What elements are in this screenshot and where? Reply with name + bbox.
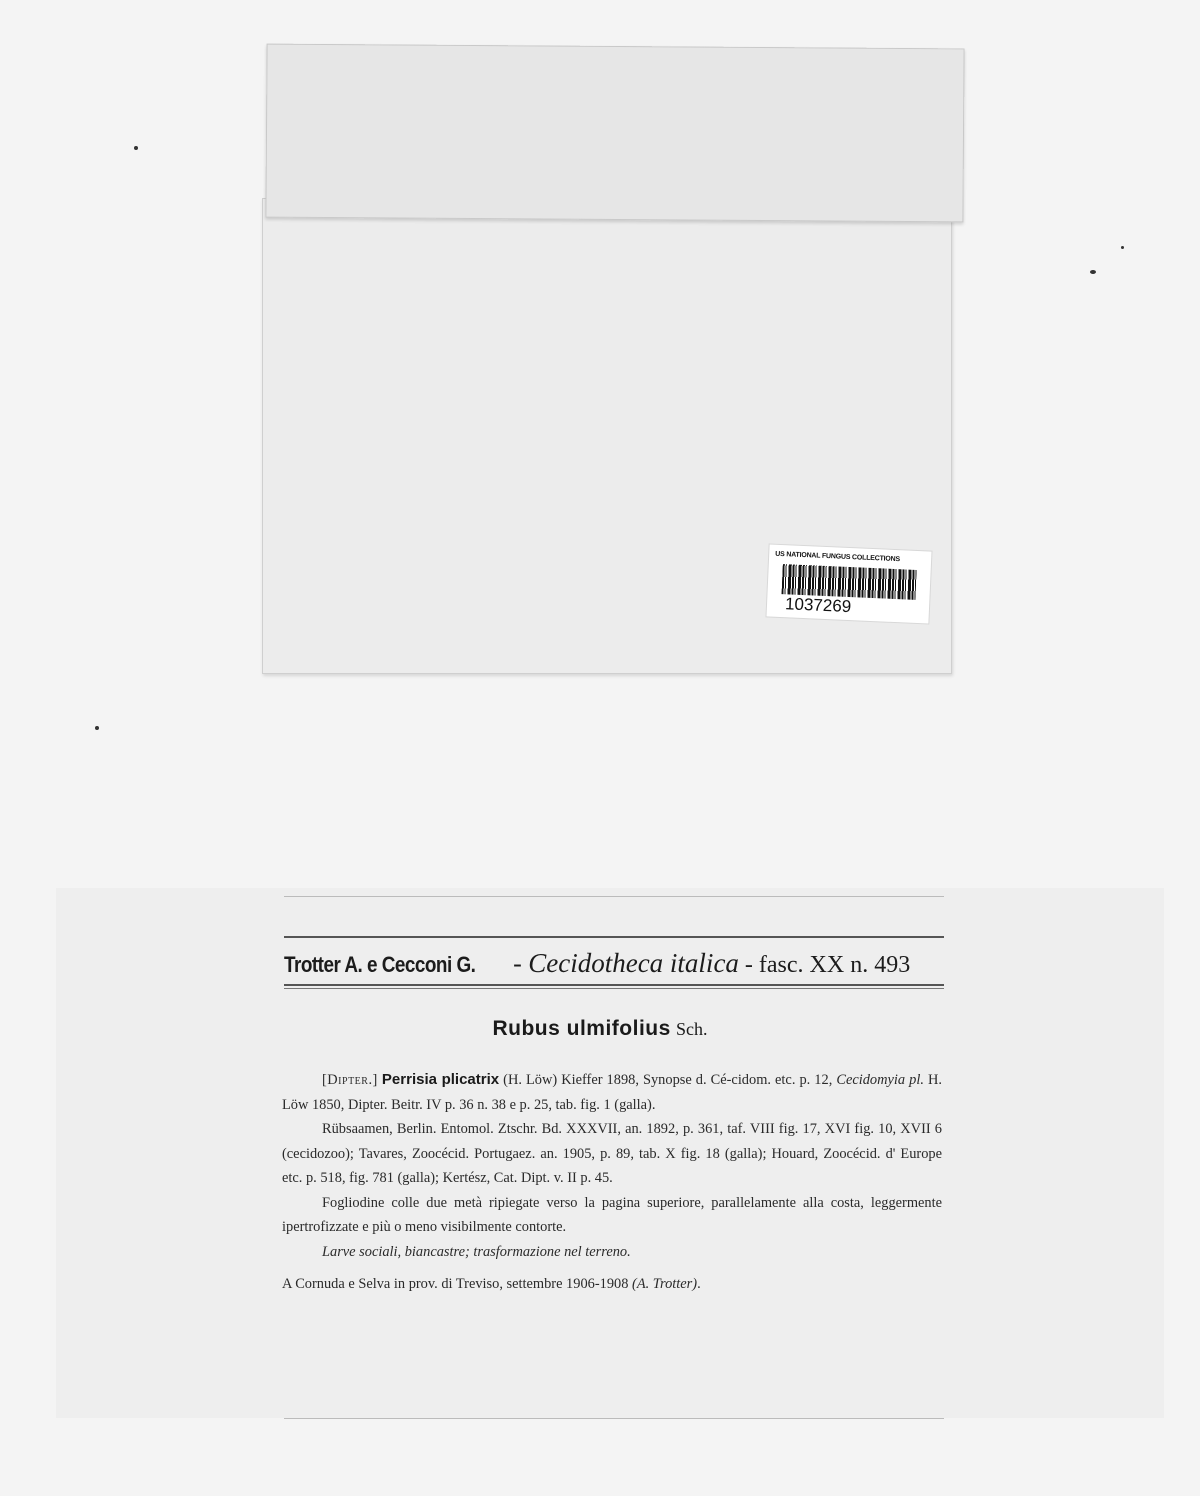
speck [95, 726, 99, 730]
label-header [284, 946, 948, 980]
label-locality [282, 1272, 942, 1297]
label-dash: - [506, 949, 529, 978]
insect-reference-2: H. Löw 1850, Dipter. Beitr. IV p. 36 n. 38 e p. 25, tab. fig. 1 (galla). [282, 1072, 942, 1113]
barcode-org: US NATIONAL FUNGUS COLLECTIONS [775, 550, 901, 564]
insect-group: [Dipter.] [322, 1072, 378, 1088]
label-paragraph-2: Rübsaamen, Berlin. Entomol. Ztschr. Bd. XXXVII, an. 1892, p. 361, taf. VIII fig. 17, XVI fig. 10, XVII 6 (cecidozoo); Tavares, Zoocécid. Portugaez. an. 1905, p. 89, tab. X fig. 18 (galla); Houard, Zoocécid. d' Europe etc. p. 518, fig. 781 (galla); Kertész, Cat. Dipt. v. II p. 45. [282, 1121, 942, 1186]
label-rule-top [284, 896, 944, 897]
insect-reference: (H. Löw) Kieffer 1898, Synopse d. Cé-cidom. etc. p. 12, [503, 1072, 833, 1088]
label-body [282, 1068, 942, 1297]
label-rule-header-bottom-2 [284, 988, 944, 989]
label-rule-header-top [284, 936, 944, 938]
locality-collector: (A. Trotter) [632, 1276, 698, 1292]
speck [1090, 270, 1096, 274]
species-name: Rubus ulmifolius [492, 1017, 671, 1040]
locality-end: . [697, 1276, 701, 1292]
label-paragraph-3: Fogliodine colle due metà ripiegate verso la pagina superiore, parallelamente alla costa, leggermente ipertrofizzate e più o meno visibilmente contorte. [282, 1194, 942, 1235]
label-fascicle: - fasc. XX n. 493 [738, 952, 911, 978]
species-title [0, 1016, 1200, 1041]
speck [134, 146, 138, 150]
label-authors: Trotter A. e Cecconi G. [284, 952, 476, 977]
label-paragraph-4: Larve sociali, biancastre; trasformazione nel terreno. [322, 1243, 631, 1260]
barcode-label [767, 545, 932, 624]
envelope-flap [265, 44, 964, 223]
insect-name: Perrisia plicatrix [381, 1071, 500, 1088]
speck [1121, 246, 1124, 249]
label-paragraph-1 [282, 1068, 942, 1117]
insect-synonym: Cecidomyia pl. [836, 1072, 924, 1088]
label-series: Cecidotheca italica [528, 948, 739, 978]
label-rule-bottom [284, 1418, 944, 1419]
locality-text: A Cornuda e Selva in prov. di Treviso, settembre 1906-1908 [282, 1276, 629, 1292]
species-author: Sch. [676, 1019, 708, 1039]
barcode-number: 1037269 [784, 594, 852, 617]
label-rule-header-bottom [284, 984, 944, 986]
